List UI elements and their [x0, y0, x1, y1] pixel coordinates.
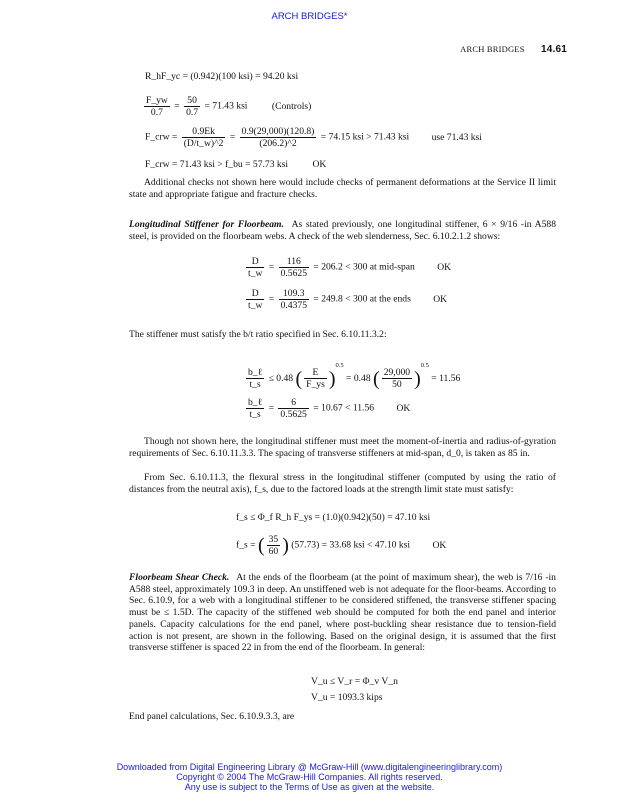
exponent: 0.5: [420, 362, 429, 369]
fraction: $\frac{\text{b\_ℓ}}{t\_s}$: [248, 367, 263, 391]
fraction: $\frac{109.3}{0.4375}$: [280, 288, 307, 311]
equation-result: = 11.56: [431, 373, 461, 384]
section-heading: Floorbeam Shear Check.: [129, 572, 230, 583]
section-heading: Longitudinal Stiffener for Floorbeam.: [129, 219, 284, 230]
equation-lhs: f_s =: [236, 539, 256, 551]
equation-text: R_hF_yc = (0.942)(100 ksi) = 94.20 ksi: [145, 71, 299, 82]
paren-open: (: [295, 367, 303, 390]
fraction: $\frac{D}{t\_w}$: [248, 256, 263, 279]
equation-mid: = 0.48: [346, 373, 371, 384]
equation-note: use 71.43 ksi: [431, 131, 482, 143]
running-head-title: ARCH BRIDGES: [460, 44, 525, 54]
equation-text: F_crw = 71.43 ksi > f_bu = 57.73 ksi: [145, 159, 289, 170]
fraction: $\frac{50}{0.7}$: [186, 95, 199, 118]
equation-note: OK: [312, 159, 327, 170]
fraction: $\frac{D}{t\_w}$: [248, 288, 263, 311]
equation-text: V_u = 1093.3 kips: [311, 692, 383, 703]
fraction: $\frac{29,000}{50}$: [383, 367, 411, 391]
fraction: $\frac{116}{0.5625}$: [280, 256, 307, 279]
equation-fyw: $\frac{F\_yw}{0.7}$ = $\frac{50}{0.7}$ = 71.43 ksi (Controls): [146, 95, 312, 118]
paren-close: ): [282, 534, 289, 557]
equation-text: f_s ≤ Φ_f R_h F_ys = (1.0)(0.942)(50) = 47.10 ksi: [236, 512, 431, 523]
paren-open: (: [257, 534, 265, 557]
paren-close: ): [414, 367, 421, 390]
paragraph-flexural-stress: From Sec. 6.10.11.3, the flexural stress in the longitudinal stiffener (computed by using the ratio of distances from the neutral axis), f_s, due to the factored loads at the strength limit state must satisfy:: [129, 472, 556, 495]
top-banner[interactable]: ARCH BRIDGES*: [271, 11, 348, 22]
paragraph-bt-ratio: The stiffener must satisfy the b/t ratio specified in Sec. 6.10.11.3.2:: [129, 329, 387, 340]
equation-note: OK: [433, 293, 448, 305]
paragraph-body: At the ends of the floorbeam (at the point of maximum shear), the web is 7/16 -in A588 steel, approximately 109.3 in deep. An unstiffened web is not adequate for the floor-beams. According to Sec. 6.10.9, for a web with a longitudinal stiffener to be considered stiffened, the transverse stiffener spacing must be ≤ 1.5D. The capacity of the stiffened web should be computed for both the end panel and interior panels. Capacity calculations for the end panel, where post-buckling shear resistance due to tension-field action is not present, are shown in the following. Based on the original design, it is assumed that the first transverse stiffener is spaced 22 in from the end of the floorbeam. In general:: [129, 572, 556, 654]
equation-note: (Controls): [271, 100, 312, 112]
equation-note: OK: [396, 402, 411, 414]
equation-coefficient: ≤ 0.48: [268, 373, 294, 384]
fraction: $\frac{0.9(29,000)(120.8)}{(206.2)\^{}2}$: [241, 126, 315, 149]
paragraph-body: As stated previously, one longitudinal stiffener, 6 × 9/16 -in A588 steel, is provided on the floorbeam webs. A check of the web slenderness, Sec. 6.10.2.1.2 shows:: [129, 219, 556, 242]
equation-result: = 249.8 < 300 at the ends: [313, 293, 411, 305]
fraction: $\frac{F\_yw}{0.7}$: [146, 95, 168, 118]
equation-fs-check: [236, 534, 446, 557]
equation-bt-check: $\frac{\text{b\_ℓ}}{t\_s}$ = $\frac{6}{0.5625}$ = 10.67 < 11.56 OK: [248, 397, 411, 420]
paragraph-floorbeam-shear: [129, 572, 556, 654]
equation-web-slenderness-midspan: $\frac{D}{t\_w}$ = $\frac{116}{0.5625}$ = 206.2 < 300 at mid-span OK: [248, 256, 452, 279]
footer-notice: [0, 762, 619, 792]
fraction: $\frac{35}{60}$: [268, 534, 279, 557]
equation-result: = 74.15 ksi > 71.43 ksi: [320, 131, 410, 143]
equation-bt-limit: [244, 360, 460, 390]
equation-lhs: F_crw =: [145, 131, 178, 143]
equation-result: = 206.2 < 300 at mid-span: [313, 261, 415, 273]
equation-result: (57.73) = 33.68 ksi < 47.10 ksi: [291, 539, 411, 551]
equation-vu-value: [311, 692, 383, 704]
paragraph-longitudinal-stiffener: [129, 219, 556, 242]
equation-web-slenderness-ends: $\frac{D}{t\_w}$ = $\frac{109.3}{0.4375}$ = 249.8 < 300 at the ends OK: [248, 288, 448, 311]
footer-copyright: Copyright © 2004 The McGraw-Hill Companies. All rights reserved.: [176, 772, 443, 782]
paragraph-moment-of-inertia: Though not shown here, the longitudinal stiffener must meet the moment-of-inertia and radius-of-gyration requirements of Sec. 6.10.11.3.3. The spacing of transverse stiffeners at mid-span, d_0, is taken as 85 in.: [129, 436, 556, 459]
equation-fs-limit: [236, 512, 430, 524]
exponent: 0.5: [335, 362, 344, 369]
paragraph-end-panel: End panel calculations, Sec. 6.10.9.3.3, are: [129, 711, 295, 722]
fraction: $\frac{\text{b\_ℓ}}{t\_s}$: [248, 397, 263, 420]
equation-note: OK: [432, 539, 447, 551]
page-number: 14.61: [540, 44, 567, 55]
paragraph-additional-checks: Additional checks not shown here would include checks of permanent deformations at the Service II limit state and appropriate fatigue and fracture checks.: [129, 177, 556, 200]
equation-result: = 10.67 < 11.56: [313, 402, 375, 414]
fraction: $\frac{6}{0.5625}$: [280, 397, 307, 420]
equation-text: V_u ≤ V_r = Φ_v V_n: [311, 676, 398, 687]
equation-rh-fyc: [145, 71, 298, 83]
fraction: $\frac{E}{F\_ys}$: [306, 367, 325, 391]
equation-result: = 71.43 ksi: [204, 100, 248, 112]
paren-open: (: [373, 367, 380, 390]
equation-fcrw-check: [145, 159, 326, 171]
equation-vu-limit: [311, 676, 398, 688]
paren-close: ): [328, 367, 336, 390]
fraction: $\frac{0.9Ek}{(D/t\_w)\^{}2}$: [183, 126, 224, 149]
running-head: [460, 44, 567, 55]
footer-download-link[interactable]: Downloaded from Digital Engineering Library @ McGraw-Hill (www.digitalengineeringlibrary.com): [116, 762, 503, 772]
footer-terms-link[interactable]: Any use is subject to the Terms of Use as given at the website.: [184, 782, 435, 792]
equation-note: OK: [437, 261, 452, 273]
equation-fcrw: F_crw = $\frac{0.9Ek}{(D/t\_w)\^{}2}$ = $\frac{0.9(29,000)(120.8)}{(206.2)\^{}2}$ = 74.15 ksi > 71.43 ksi use 71.43 ksi: [145, 126, 482, 149]
